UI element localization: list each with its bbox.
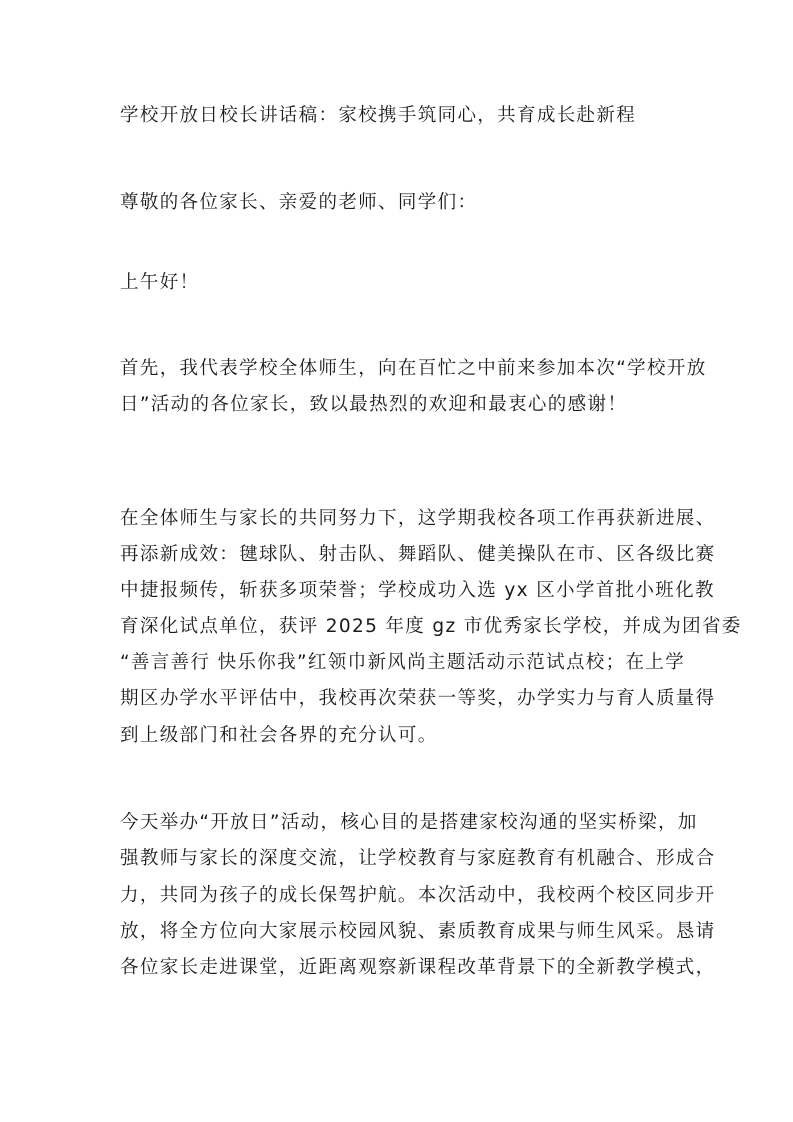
paragraph-line: 放，将全方位向大家展示校园风貌、素质教育成果与师生风采。恳请 bbox=[120, 921, 716, 942]
paragraph-line: 再添新成效：毽球队、射击队、舞蹈队、健美操队在市、区各级比赛 bbox=[120, 544, 716, 565]
paragraph-line: 各位家长走进课堂，近距离观察新课程改革背景下的全新教学模式， bbox=[120, 957, 716, 978]
paragraph-line: 今天举办“开放日”活动，核心目的是搭建家校沟通的坚实桥梁，加 bbox=[120, 812, 698, 833]
paragraph-line: 强教师与家长的深度交流，让学校教育与家庭教育有机融合、形成合 bbox=[120, 848, 716, 869]
paragraph-line: 日”活动的各位家长，致以最热烈的欢迎和最衷心的感谢！ bbox=[120, 394, 628, 415]
document-title: 学校开放日校长讲话稿：家校携手筑同心，共育成长赴新程 bbox=[120, 105, 637, 126]
paragraph-line: 在全体师生与家长的共同努力下，这学期我校各项工作再获新进展、 bbox=[120, 508, 716, 529]
paragraph-line: 力，共同为孩子的成长保驾护航。本次活动中，我校两个校区同步开 bbox=[120, 885, 716, 906]
paragraph-line: 到上级部门和社会各界的充分认可。 bbox=[120, 725, 438, 746]
paragraph-line: 育深化试点单位，获评 2025 年度 gz 市优秀家长学校，并成为团省委 bbox=[120, 616, 742, 637]
paragraph-line: 首先，我代表学校全体师生，向在百忙之中前来参加本次“学校开放 bbox=[120, 358, 707, 379]
greeting: 上午好！ bbox=[120, 272, 200, 293]
salutation: 尊敬的各位家长、亲爱的老师、同学们： bbox=[120, 192, 478, 213]
paragraph-line: “善言善行 快乐你我”红领巾新风尚主题活动示范试点校；在上学 bbox=[120, 652, 686, 673]
paragraph-line: 期区办学水平评估中，我校再次荣获一等奖，办学实力与育人质量得 bbox=[120, 688, 716, 709]
paragraph-line: 中捷报频传，斩获多项荣誉；学校成功入选 yx 区小学首批小班化教 bbox=[120, 580, 715, 601]
